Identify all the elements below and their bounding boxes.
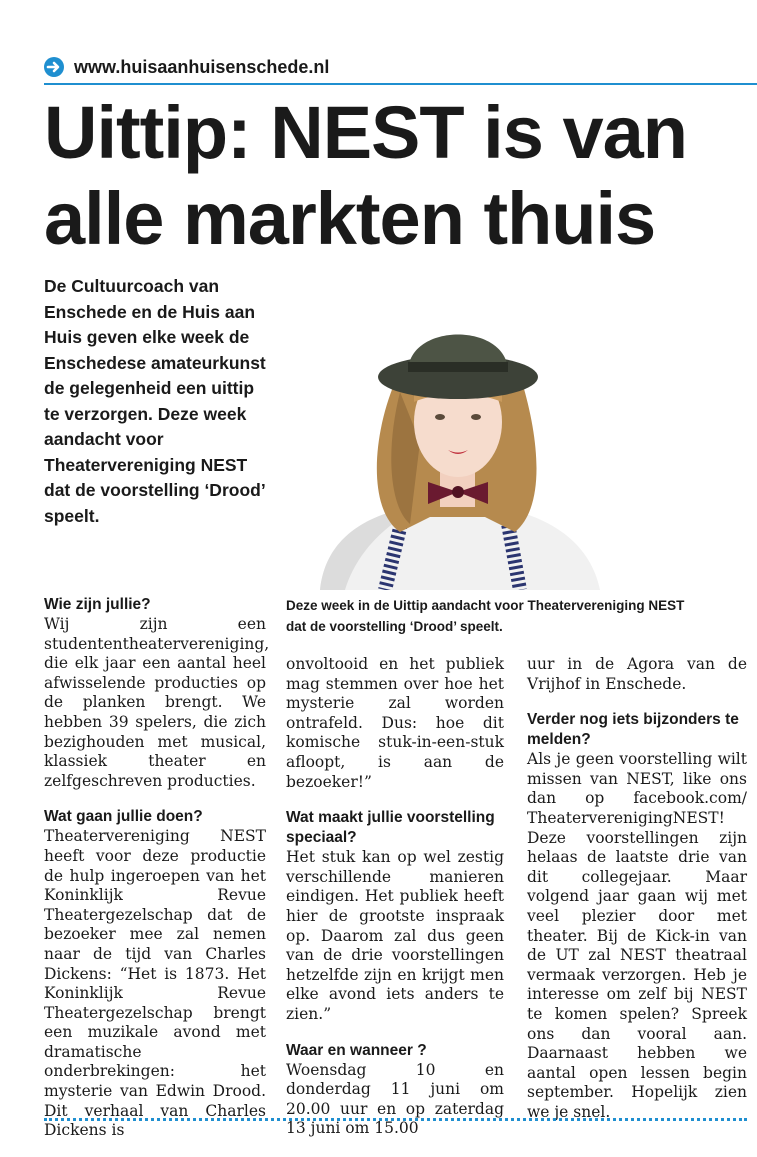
headline-line-1: Uittip: NEST is van: [44, 91, 687, 174]
section-heading: Wat maakt jullie voorstelling speciaal?: [286, 809, 495, 847]
intro-paragraph: De Cultuurcoach van Enschede en de Huis aan Huis geven elke week de Enschedese amateurkunst de gelegenheid een uittip te verzorgen. Deze week aandacht voor Theatervereniging NEST dat de voorstelling ‘Drood’ speelt.: [44, 276, 266, 526]
article-column-2: [286, 655, 504, 1155]
section-heading: Wat gaan jullie doen?: [44, 808, 203, 826]
paragraph: Wij zijn een studententheatervereniging, die elk jaar een aantal heel afwisselende producties op de planken brengt. We hebben 39 spelers, die zich bezighouden met musical, klassiek theater en zelfgeschreven producties.: [44, 615, 270, 790]
caption-line-1: Deze week in de Uittip aandacht voor Theatervereniging NEST: [286, 598, 685, 613]
paragraph: Het stuk kan op wel zestig verschillende manieren eindigen. Het publiek heeft hier de grootste inspraak op. Daarom zal dus geen van de drie voorstellingen hetzelfde zijn en krijgt men elke avond iets anders te zien.”: [286, 848, 504, 1023]
website-link[interactable]: www.huisaanhuisenschede.nl: [74, 57, 330, 77]
article-column-3: [527, 655, 747, 1138]
arrow-right-circle-icon: [44, 57, 64, 77]
dotted-divider: [44, 1118, 747, 1121]
url-header: [44, 55, 757, 85]
section-heading: Wie zijn jullie?: [44, 596, 151, 613]
paragraph: onvoltooid en het publiek mag stemmen over hoe het mysterie zal worden ontrafeld. Dus: hoe dit komische stuk-in-een-stuk afloopt, is aan de bezoeker!”: [286, 655, 504, 791]
headline-line-2: alle markten thuis: [44, 177, 656, 260]
headline: [44, 90, 744, 262]
paragraph: Woensdag 10 en donderdag 11 juni om 20.00 uur en op zaterdag 13 juni om 15.00: [286, 1060, 504, 1138]
section-heading: Verder nog iets bijzonders te melden?: [527, 711, 739, 749]
section-heading: Waar en wanneer ?: [286, 1041, 427, 1059]
paragraph: uur in de Agora van de Vrijhof in Enschede.: [527, 655, 747, 693]
photo-nest-performer: [300, 292, 610, 590]
paragraph: Als je geen voorstelling wilt missen van NEST, like ons dan op facebook.com/ TheaterverenigingNEST! Deze voorstellingen zijn helaas de laatste drie van dit collegejaar. Maar volgend jaar gaan wij met veel plezier door met theater. Bij de Kick-in van de UT zal NEST theatraal vermaak verzorgen. Heb je interesse om zelf bij NEST te komen spelen? Spreek ons dan vooral aan. Daarnaast hebben we aantal open lessen begin september. Hopelijk zien we je snel.: [527, 750, 747, 1121]
paragraph: Theatervereniging NEST heeft voor deze productie de hulp ingeroepen van het Koninklijk Revue Theatergezelschap dat de bezoeker mee zal nemen naar de tijd van Charles Dickens: “Het is 1873. Het Koninklijk Revue Theatergezelschap brengt een muzikale avond met dramatische onderbrekingen: het mysterie van Edwin Drood. Dit verhaal van Charles Dickens is: [44, 827, 266, 1140]
article-column-1: [44, 595, 270, 1157]
photo-caption: [286, 595, 746, 637]
caption-line-2: dat de voorstelling ‘Drood’ speelt.: [286, 619, 503, 634]
